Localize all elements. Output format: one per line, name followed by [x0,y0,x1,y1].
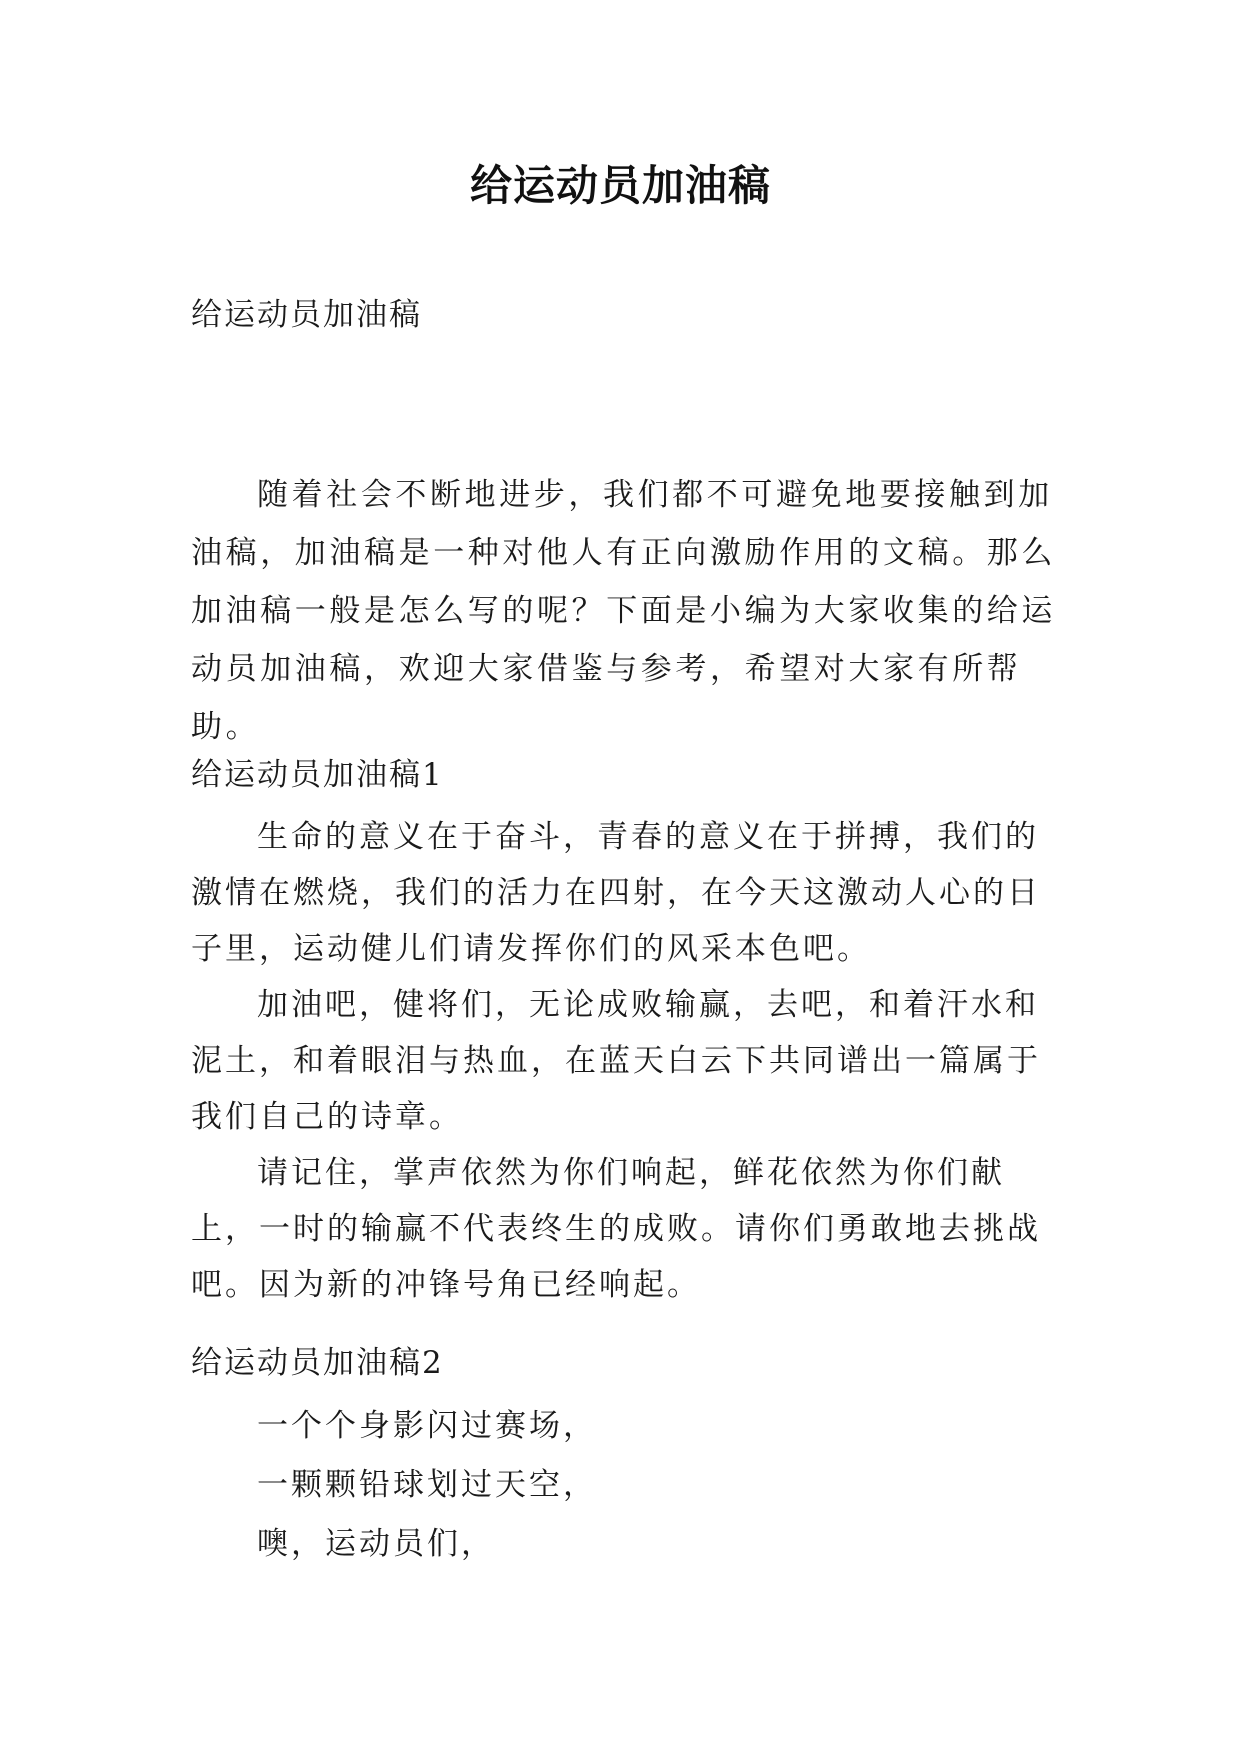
poem-line: 噢，运动员们， [257,1526,495,1562]
document-title: 给运动员加油稿 [469,161,771,210]
section-2-poem [257,1397,597,1574]
intro-paragraph: 随着社会不断地进步，我们都不可避免地要接触到加油稿，加油稿是一种对他人有正向激励作用的文稿。那么加油稿一般是怎么写的呢？下面是小编为大家收集的给运动员加油稿，欢迎大家借鉴与参考，希望对大家有所帮助。 [191,477,1056,745]
poem-line: 一颗颗铅球划过天空， [257,1467,597,1503]
section-1-heading: 给运动员加油稿1 [191,757,444,793]
section-1-paragraph: 生命的意义在于奋斗，青春的意义在于拼搏，我们的激情在燃烧，我们的活力在四射，在今天这激动人心的日子里，运动健儿们请发挥你们的风采本色吧。 [191,819,1041,967]
poem-line: 一个个身影闪过赛场， [257,1408,597,1444]
section-1-paragraph: 加油吧，健将们，无论成败输赢，去吧，和着汗水和泥土，和着眼泪与热血，在蓝天白云下共同谱出一篇属于我们自己的诗章。 [191,987,1041,1135]
section-2-heading: 给运动员加油稿2 [191,1345,444,1381]
section-1-body [191,809,1071,1313]
section-1-paragraph: 请记住，掌声依然为你们响起，鲜花依然为你们献上，一时的输赢不代表终生的成败。请你们勇敢地去挑战吧。因为新的冲锋号角已经响起。 [191,1155,1041,1303]
document-subtitle: 给运动员加油稿 [191,297,422,333]
